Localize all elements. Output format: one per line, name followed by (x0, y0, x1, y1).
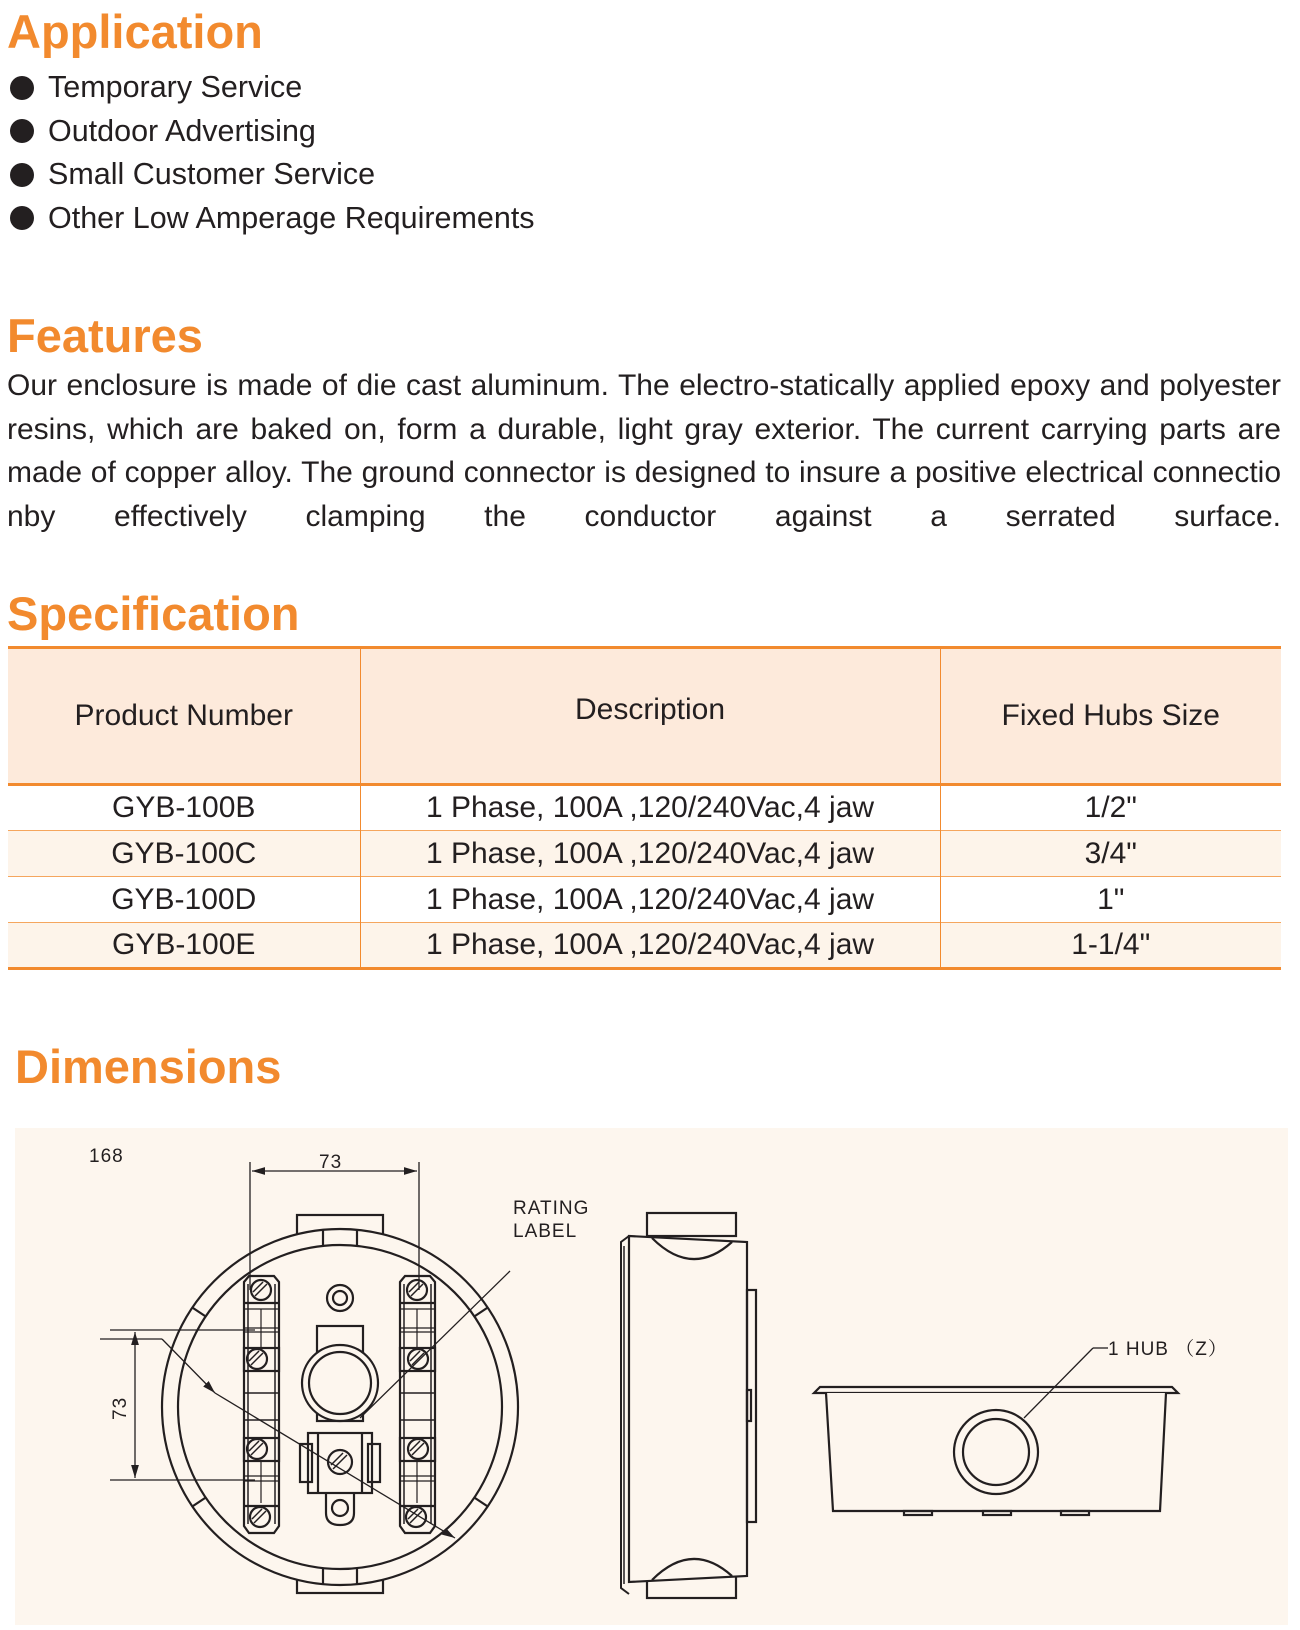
column-header-description-label: Description (574, 693, 726, 726)
table-row (8, 877, 1281, 923)
hub-label: 1 HUB （Z） (1108, 1339, 1228, 1360)
column-header-fixed-hubs-size: Fixed Hubs Size (940, 648, 1281, 785)
dimensions-diagram (15, 1128, 1288, 1625)
list-item-label: Small Customer Service (48, 157, 376, 192)
cell-hub-size: 3/4" (940, 831, 1281, 877)
cell-description: 1 Phase, 100A ,120/240Vac,4 jaw (360, 877, 940, 923)
rating-label-text-line2: LABEL (513, 1221, 578, 1242)
list-item-label: Outdoor Advertising (48, 113, 316, 148)
table-header-row (8, 648, 1281, 785)
list-item (10, 66, 535, 110)
list-item-label: Other Low Amperage Requirements (48, 200, 535, 235)
top-view-drawing (89, 1146, 589, 1593)
front-view-drawing (814, 1338, 1228, 1515)
cell-hub-size: 1-1/4" (940, 923, 1281, 969)
list-item (10, 197, 535, 241)
list-item (10, 153, 535, 197)
cell-hub-size: 1" (940, 877, 1281, 923)
cell-product-number: GYB-100E (8, 923, 360, 969)
application-heading: Application (7, 5, 263, 58)
cell-product-number: GYB-100D (8, 877, 360, 923)
height-dimension-label: 73 (110, 1396, 131, 1420)
features-heading: Features (7, 309, 203, 362)
column-header-description (360, 648, 940, 785)
list-item-label: Temporary Service (48, 70, 303, 105)
rating-label-text-line1: RATING (513, 1198, 590, 1219)
specification-heading: Specification (7, 587, 300, 640)
diameter-dimension-label: 168 (89, 1146, 124, 1167)
width-dimension-label: 73 (319, 1152, 343, 1173)
cell-description: 1 Phase, 100A ,120/240Vac,4 jaw (360, 785, 940, 831)
bullet-icon (10, 163, 34, 187)
bullet-icon (10, 206, 34, 230)
bullet-icon (10, 76, 34, 100)
list-item (10, 110, 535, 154)
bullet-icon (10, 119, 34, 143)
table-row (8, 923, 1281, 969)
column-header-product-number: Product Number (8, 648, 360, 785)
side-view-drawing (621, 1213, 756, 1598)
cell-description: 1 Phase, 100A ,120/240Vac,4 jaw (360, 831, 940, 877)
features-paragraph: Our enclosure is made of die cast aluminum. The electro-statically applied epoxy and polyester resins, which are baked on, form a durable, light gray exterior. The current carrying parts are made of copper alloy. The ground connector is designed to insure a positive electrical connectio nby effectively clamping the conductor against a serrated surface. (7, 369, 1281, 533)
cell-description: 1 Phase, 100A ,120/240Vac,4 jaw (360, 923, 940, 969)
specification-table (8, 646, 1281, 970)
cell-product-number: GYB-100C (8, 831, 360, 877)
technical-drawing (15, 1128, 1288, 1625)
table-row (8, 785, 1281, 831)
application-list (10, 66, 535, 240)
table-row (8, 831, 1281, 877)
cell-product-number: GYB-100B (112, 791, 256, 824)
dimensions-heading: Dimensions (15, 1040, 282, 1093)
cell-hub-size: 1/2" (940, 785, 1281, 831)
